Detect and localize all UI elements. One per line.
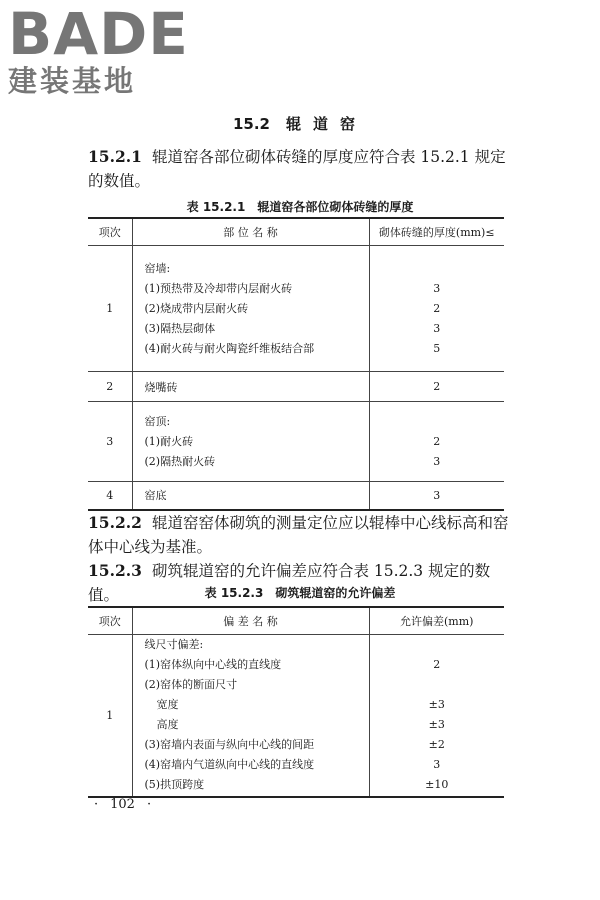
header-cell: 项次 bbox=[88, 218, 132, 246]
header-cell: 偏 差 名 称 bbox=[132, 607, 369, 635]
row-index: 3 bbox=[88, 402, 132, 482]
header-cell: 项次 bbox=[88, 607, 132, 635]
row-index: 2 bbox=[88, 372, 132, 402]
logo-tagline: 建装基地 bbox=[8, 64, 137, 98]
item-name: (3)窑墙内表面与纵向中心线的间距 bbox=[144, 738, 315, 752]
row-index: 1 bbox=[88, 635, 132, 797]
row-name-cell bbox=[132, 246, 369, 372]
row-value-cell bbox=[369, 402, 504, 482]
item-name: (3)隔热层砌体 bbox=[144, 321, 216, 335]
table-row bbox=[88, 372, 504, 402]
row-name-cell bbox=[132, 402, 369, 482]
clause-number: 15.2.1 bbox=[88, 147, 142, 166]
row-value: 2 bbox=[369, 372, 504, 402]
table-title: 辊道窑各部位砌体砖缝的厚度 bbox=[257, 200, 414, 214]
item-name: (1)窑体纵向中心线的直线度 bbox=[144, 658, 282, 672]
item-name: (4)耐火砖与耐火陶瓷纤维板结合部 bbox=[144, 341, 315, 355]
table-number: 表 15.2.3 bbox=[204, 586, 264, 600]
item-value: 5 bbox=[433, 341, 441, 355]
item-value: 2 bbox=[433, 301, 441, 315]
section-title: 辊道窑 bbox=[286, 115, 368, 133]
clause-15-2-2 bbox=[88, 511, 518, 559]
header-cell: 部 位 名 称 bbox=[132, 218, 369, 246]
item-name: 高度 bbox=[156, 718, 179, 732]
table-15-2-1-caption bbox=[0, 198, 600, 215]
row-value-cell bbox=[369, 246, 504, 372]
logo-brand-text: BADE bbox=[8, 0, 189, 68]
section-number: 15.2 bbox=[232, 115, 270, 133]
table-row bbox=[88, 482, 504, 510]
group-label: 窑墙: bbox=[144, 261, 171, 275]
clause-number: 15.2.3 bbox=[88, 561, 142, 580]
row-name-cell bbox=[132, 635, 369, 797]
item-name: (1)预热带及冷却带内层耐火砖 bbox=[144, 281, 293, 295]
item-value: 3 bbox=[433, 321, 441, 335]
item-value: 3 bbox=[433, 758, 441, 772]
group-label: 窑顶: bbox=[144, 414, 171, 428]
item-name: (5)拱顶跨度 bbox=[144, 778, 205, 792]
group-label: 线尺寸偏差: bbox=[144, 638, 204, 652]
page-number-value: 102 bbox=[110, 797, 135, 812]
item-name: (2)隔热耐火砖 bbox=[144, 454, 216, 468]
clause-text: 辊道窑窑体砌筑的测量定位应以辊棒中心线标高和窑体中心线为基准。 bbox=[88, 514, 509, 556]
table-number: 表 15.2.1 bbox=[186, 200, 246, 214]
item-name: 宽度 bbox=[156, 698, 179, 712]
table-15-2-3 bbox=[88, 606, 504, 798]
clause-15-2-1 bbox=[88, 145, 518, 193]
section-heading bbox=[0, 113, 600, 134]
item-value: 2 bbox=[433, 658, 441, 672]
row-index: 4 bbox=[88, 482, 132, 510]
table-row bbox=[88, 246, 504, 372]
table-row bbox=[88, 402, 504, 482]
item-value: 3 bbox=[433, 454, 441, 468]
item-name: (1)耐火砖 bbox=[144, 434, 194, 448]
clause-text: 辊道窑各部位砌体砖缝的厚度应符合表 15.2.1 规定的数值。 bbox=[88, 148, 506, 190]
item-value: 3 bbox=[433, 281, 441, 295]
row-value: 3 bbox=[369, 482, 504, 510]
table-header-row bbox=[88, 607, 504, 635]
page-number bbox=[88, 797, 157, 812]
item-value: ±2 bbox=[428, 738, 445, 752]
table-title: 砌筑辊道窑的允许偏差 bbox=[275, 586, 396, 600]
row-value-cell bbox=[369, 635, 504, 797]
page-bullet: · bbox=[94, 797, 99, 812]
brand-logo bbox=[8, 0, 189, 98]
header-cell: 砌体砖缝的厚度(mm)≤ bbox=[369, 218, 504, 246]
table-row bbox=[88, 635, 504, 797]
table-15-2-1 bbox=[88, 217, 504, 511]
row-name: 烧嘴砖 bbox=[132, 372, 369, 402]
clause-text: 砌筑辊道窑的允许偏差应符合表 15.2.3 规定的数值。 bbox=[88, 562, 491, 604]
page-bullet: · bbox=[146, 797, 152, 812]
item-value: ±3 bbox=[428, 718, 445, 732]
item-name: (2)窑体的断面尺寸 bbox=[144, 678, 238, 692]
table-15-2-3-caption bbox=[0, 584, 600, 601]
item-name: (2)烧成带内层耐火砖 bbox=[144, 301, 249, 315]
header-cell: 允许偏差(mm) bbox=[369, 607, 504, 635]
item-value: 2 bbox=[433, 434, 441, 448]
table-header-row bbox=[88, 218, 504, 246]
item-value: ±3 bbox=[428, 698, 445, 712]
row-index: 1 bbox=[88, 246, 132, 372]
row-name: 窑底 bbox=[132, 482, 369, 510]
item-name: (4)窑墙内气道纵向中心线的直线度 bbox=[144, 758, 315, 772]
clause-number: 15.2.2 bbox=[88, 513, 142, 532]
item-value: ±10 bbox=[425, 778, 449, 792]
